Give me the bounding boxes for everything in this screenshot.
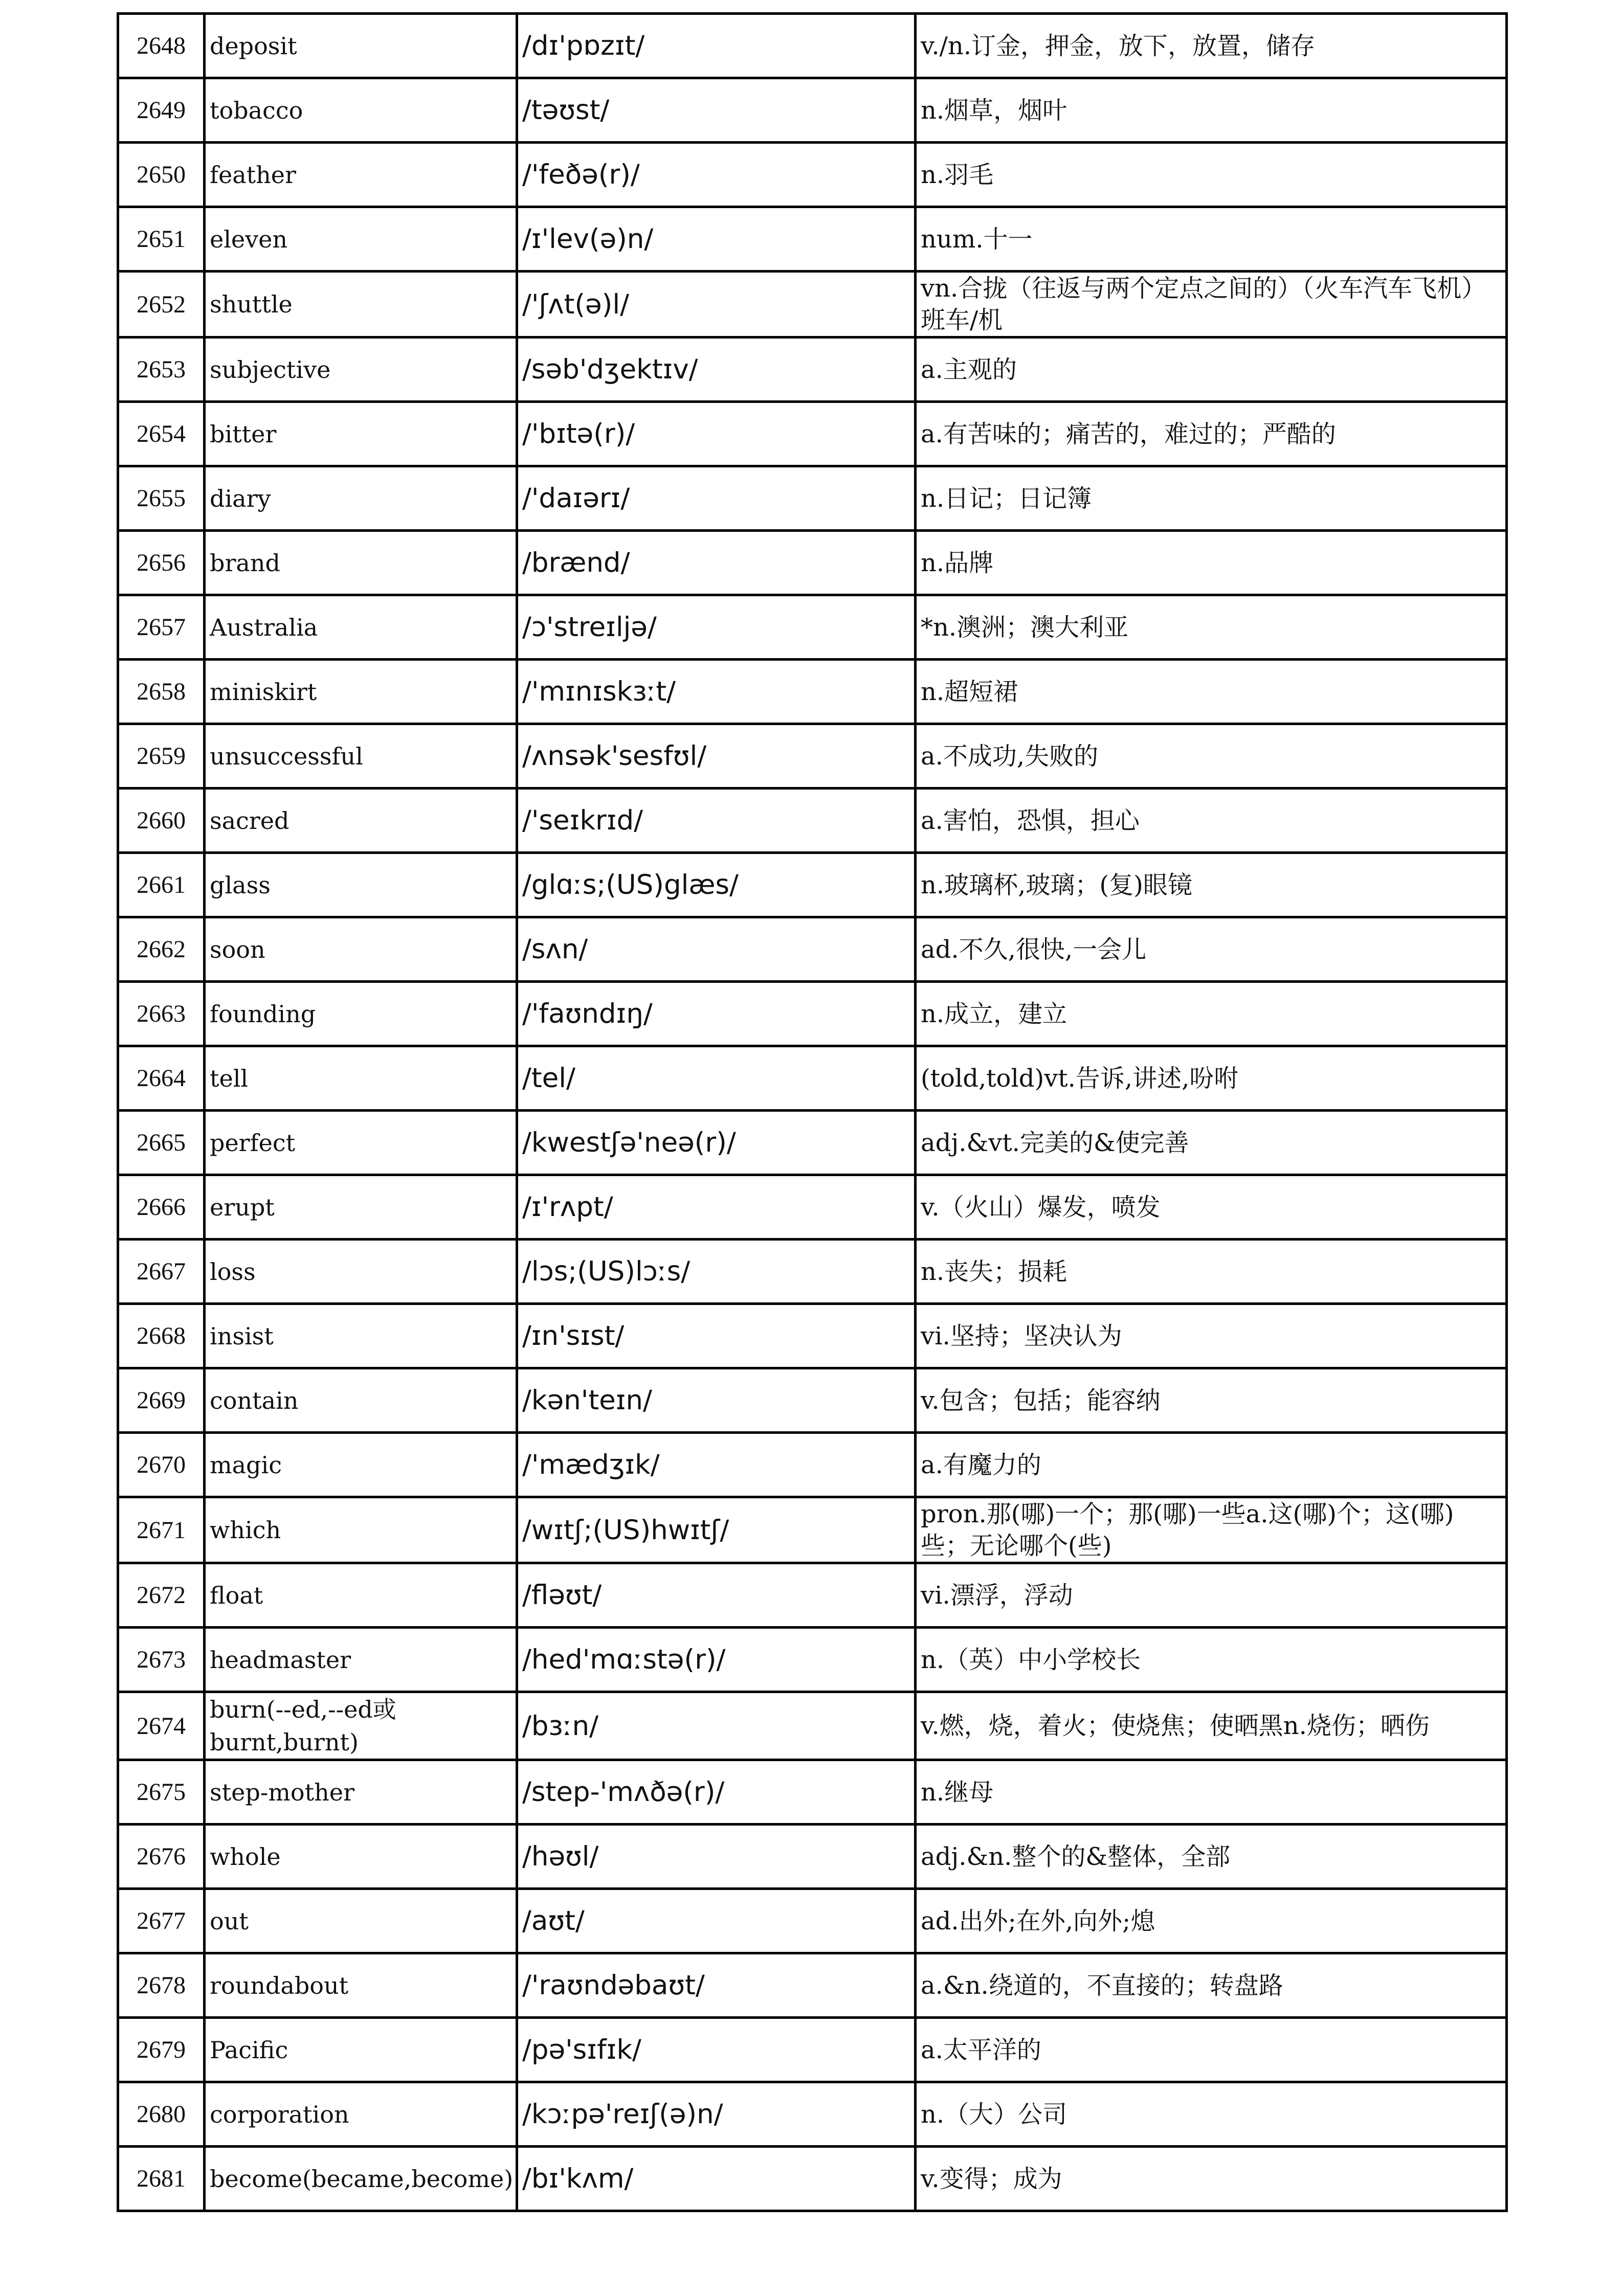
entry-definition: v.变得；成为 [916, 2147, 1507, 2211]
table-row [118, 78, 1507, 143]
entry-number: 2667 [118, 1240, 205, 1304]
entry-number: 2664 [118, 1046, 205, 1111]
entry-phonetic: /'feðə(r)/ [517, 143, 916, 207]
table-row [118, 1692, 1507, 1760]
entry-number: 2648 [118, 14, 205, 78]
entry-number: 2661 [118, 853, 205, 917]
entry-word: glass [205, 853, 517, 917]
entry-number: 2654 [118, 402, 205, 466]
entry-definition: vn.合拢（往返与两个定点之间的）（火车汽车飞机）班车/机 [916, 272, 1507, 337]
entry-phonetic: /wɪtʃ;(US)hwɪtʃ/ [517, 1497, 916, 1563]
entry-definition: vi.坚持；坚决认为 [916, 1304, 1507, 1368]
entry-phonetic: /ɔ'streɪljə/ [517, 595, 916, 660]
entry-number: 2658 [118, 660, 205, 724]
entry-word: out [205, 1889, 517, 1953]
entry-word: eleven [205, 207, 517, 272]
entry-word: Pacific [205, 2018, 517, 2082]
entry-number: 2672 [118, 1563, 205, 1628]
entry-number: 2663 [118, 982, 205, 1046]
entry-definition: n.日记；日记簿 [916, 466, 1507, 531]
entry-phonetic: /ɪn'sɪst/ [517, 1304, 916, 1368]
table-row [118, 402, 1507, 466]
entry-number: 2653 [118, 337, 205, 402]
entry-number: 2660 [118, 789, 205, 853]
entry-definition: v.包含；包括；能容纳 [916, 1368, 1507, 1433]
entry-phonetic: /ɪ'lev(ə)n/ [517, 207, 916, 272]
entry-number: 2668 [118, 1304, 205, 1368]
entry-phonetic: /dɪ'pɒzɪt/ [517, 14, 916, 78]
entry-number: 2676 [118, 1825, 205, 1889]
entry-word: perfect [205, 1111, 517, 1175]
entry-definition: adj.&vt.完美的&使完善 [916, 1111, 1507, 1175]
entry-word: roundabout [205, 1953, 517, 2018]
entry-phonetic: /sʌn/ [517, 917, 916, 982]
entry-word: soon [205, 917, 517, 982]
entry-definition: vi.漂浮，浮动 [916, 1563, 1507, 1628]
entry-word: burn(--ed,--ed或burnt,burnt) [205, 1692, 517, 1760]
vocabulary-table [117, 12, 1508, 2212]
entry-phonetic: /ʌnsək'sesfʊl/ [517, 724, 916, 789]
entry-phonetic: /tel/ [517, 1046, 916, 1111]
entry-phonetic: /'ʃʌt(ə)l/ [517, 272, 916, 337]
entry-word: float [205, 1563, 517, 1628]
entry-definition: a.有苦味的；痛苦的，难过的；严酷的 [916, 402, 1507, 466]
entry-definition: n.成立，建立 [916, 982, 1507, 1046]
entry-word: Australia [205, 595, 517, 660]
entry-word: unsuccessful [205, 724, 517, 789]
entry-definition: v.（火山）爆发，喷发 [916, 1175, 1507, 1240]
entry-phonetic: /kən'teɪn/ [517, 1368, 916, 1433]
table-row [118, 1368, 1507, 1433]
entry-definition: a.主观的 [916, 337, 1507, 402]
table-row [118, 14, 1507, 78]
entry-definition: *n.澳洲；澳大利亚 [916, 595, 1507, 660]
entry-number: 2659 [118, 724, 205, 789]
entry-number: 2675 [118, 1760, 205, 1825]
entry-number: 2670 [118, 1433, 205, 1497]
entry-definition: a.有魔力的 [916, 1433, 1507, 1497]
entry-phonetic: /'raʊndəbaʊt/ [517, 1953, 916, 2018]
entry-phonetic: /fləʊt/ [517, 1563, 916, 1628]
table-row [118, 1433, 1507, 1497]
table-row [118, 1628, 1507, 1692]
entry-word: miniskirt [205, 660, 517, 724]
entry-word: headmaster [205, 1628, 517, 1692]
table-row [118, 2082, 1507, 2147]
entry-definition: adj.&n.整个的&整体，全部 [916, 1825, 1507, 1889]
table-row [118, 337, 1507, 402]
table-row [118, 143, 1507, 207]
entry-definition: n.羽毛 [916, 143, 1507, 207]
entry-number: 2652 [118, 272, 205, 337]
entry-phonetic: /hed'mɑːstə(r)/ [517, 1628, 916, 1692]
table-row [118, 466, 1507, 531]
entry-definition: a.&n.绕道的，不直接的；转盘路 [916, 1953, 1507, 2018]
table-row [118, 917, 1507, 982]
entry-word: brand [205, 531, 517, 595]
entry-phonetic: /lɔs;(US)lɔːs/ [517, 1240, 916, 1304]
table-row [118, 982, 1507, 1046]
entry-word: loss [205, 1240, 517, 1304]
entry-word: tobacco [205, 78, 517, 143]
table-row [118, 1889, 1507, 1953]
entry-phonetic: /həʊl/ [517, 1825, 916, 1889]
entry-number: 2666 [118, 1175, 205, 1240]
entry-phonetic: /'mædʒɪk/ [517, 1433, 916, 1497]
table-row [118, 724, 1507, 789]
entry-definition: num.十一 [916, 207, 1507, 272]
entry-phonetic: /ɪ'rʌpt/ [517, 1175, 916, 1240]
entry-definition: n.品牌 [916, 531, 1507, 595]
entry-number: 2655 [118, 466, 205, 531]
entry-phonetic: /step-'mʌðə(r)/ [517, 1760, 916, 1825]
entry-word: erupt [205, 1175, 517, 1240]
entry-word: subjective [205, 337, 517, 402]
entry-number: 2673 [118, 1628, 205, 1692]
entry-word: become(became,become) [205, 2147, 517, 2211]
entry-word: contain [205, 1368, 517, 1433]
entry-definition: n.超短裙 [916, 660, 1507, 724]
entry-word: which [205, 1497, 517, 1563]
entry-phonetic: /'faʊndɪŋ/ [517, 982, 916, 1046]
entry-definition: n.继母 [916, 1760, 1507, 1825]
table-row [118, 531, 1507, 595]
entry-number: 2679 [118, 2018, 205, 2082]
table-row [118, 1953, 1507, 2018]
entry-number: 2681 [118, 2147, 205, 2211]
entry-number: 2649 [118, 78, 205, 143]
entry-phonetic: /brænd/ [517, 531, 916, 595]
entry-definition: pron.那(哪)一个；那(哪)一些a.这(哪)个；这(哪)些；无论哪个(些) [916, 1497, 1507, 1563]
table-row [118, 272, 1507, 337]
entry-number: 2656 [118, 531, 205, 595]
entry-number: 2669 [118, 1368, 205, 1433]
table-row [118, 1563, 1507, 1628]
entry-phonetic: /bɜːn/ [517, 1692, 916, 1760]
entry-word: diary [205, 466, 517, 531]
entry-number: 2651 [118, 207, 205, 272]
entry-definition: v./n.订金，押金，放下，放置，储存 [916, 14, 1507, 78]
table-row [118, 1497, 1507, 1563]
entry-phonetic: /glɑːs;(US)glæs/ [517, 853, 916, 917]
entry-word: insist [205, 1304, 517, 1368]
entry-word: corporation [205, 2082, 517, 2147]
entry-definition: a.不成功,失败的 [916, 724, 1507, 789]
vocabulary-table-body [118, 14, 1507, 2211]
entry-word: sacred [205, 789, 517, 853]
entry-number: 2662 [118, 917, 205, 982]
entry-phonetic: /'daɪərɪ/ [517, 466, 916, 531]
table-row [118, 1760, 1507, 1825]
table-row [118, 1175, 1507, 1240]
table-row [118, 2147, 1507, 2211]
entry-phonetic: /səb'dʒektɪv/ [517, 337, 916, 402]
entry-number: 2680 [118, 2082, 205, 2147]
entry-phonetic: /aʊt/ [517, 1889, 916, 1953]
table-row [118, 660, 1507, 724]
entry-phonetic: /'mɪnɪskɜːt/ [517, 660, 916, 724]
entry-phonetic: /kɔːpə'reɪʃ(ə)n/ [517, 2082, 916, 2147]
entry-phonetic: /kwestʃə'neə(r)/ [517, 1111, 916, 1175]
entry-word: feather [205, 143, 517, 207]
entry-word: shuttle [205, 272, 517, 337]
entry-definition: a.害怕，恐惧，担心 [916, 789, 1507, 853]
entry-definition: v.燃，烧，着火；使烧焦；使晒黑n.烧伤；晒伤 [916, 1692, 1507, 1760]
table-row [118, 1111, 1507, 1175]
entry-word: bitter [205, 402, 517, 466]
table-row [118, 853, 1507, 917]
entry-number: 2671 [118, 1497, 205, 1563]
entry-word: tell [205, 1046, 517, 1111]
entry-definition: n.丧失；损耗 [916, 1240, 1507, 1304]
table-row [118, 2018, 1507, 2082]
entry-word: deposit [205, 14, 517, 78]
entry-phonetic: /bɪ'kʌm/ [517, 2147, 916, 2211]
entry-phonetic: /pə'sɪfɪk/ [517, 2018, 916, 2082]
entry-number: 2678 [118, 1953, 205, 2018]
entry-definition: n.烟草，烟叶 [916, 78, 1507, 143]
entry-word: magic [205, 1433, 517, 1497]
entry-word: founding [205, 982, 517, 1046]
entry-word: step-mother [205, 1760, 517, 1825]
entry-definition: ad.出外;在外,向外;熄 [916, 1889, 1507, 1953]
entry-number: 2657 [118, 595, 205, 660]
entry-number: 2665 [118, 1111, 205, 1175]
table-row [118, 595, 1507, 660]
table-row [118, 1304, 1507, 1368]
table-row [118, 1240, 1507, 1304]
entry-number: 2677 [118, 1889, 205, 1953]
table-row [118, 207, 1507, 272]
entry-definition: n.玻璃杯,玻璃；(复)眼镜 [916, 853, 1507, 917]
entry-phonetic: /'seɪkrɪd/ [517, 789, 916, 853]
entry-definition: ad.不久,很快,一会儿 [916, 917, 1507, 982]
entry-phonetic: /təʊst/ [517, 78, 916, 143]
entry-definition: (told,told)vt.告诉,讲述,吩咐 [916, 1046, 1507, 1111]
table-row [118, 1046, 1507, 1111]
entry-word: whole [205, 1825, 517, 1889]
entry-definition: n.（英）中小学校长 [916, 1628, 1507, 1692]
entry-number: 2674 [118, 1692, 205, 1760]
table-row [118, 789, 1507, 853]
entry-definition: a.太平洋的 [916, 2018, 1507, 2082]
entry-definition: n.（大）公司 [916, 2082, 1507, 2147]
table-row [118, 1825, 1507, 1889]
entry-phonetic: /'bɪtə(r)/ [517, 402, 916, 466]
entry-number: 2650 [118, 143, 205, 207]
